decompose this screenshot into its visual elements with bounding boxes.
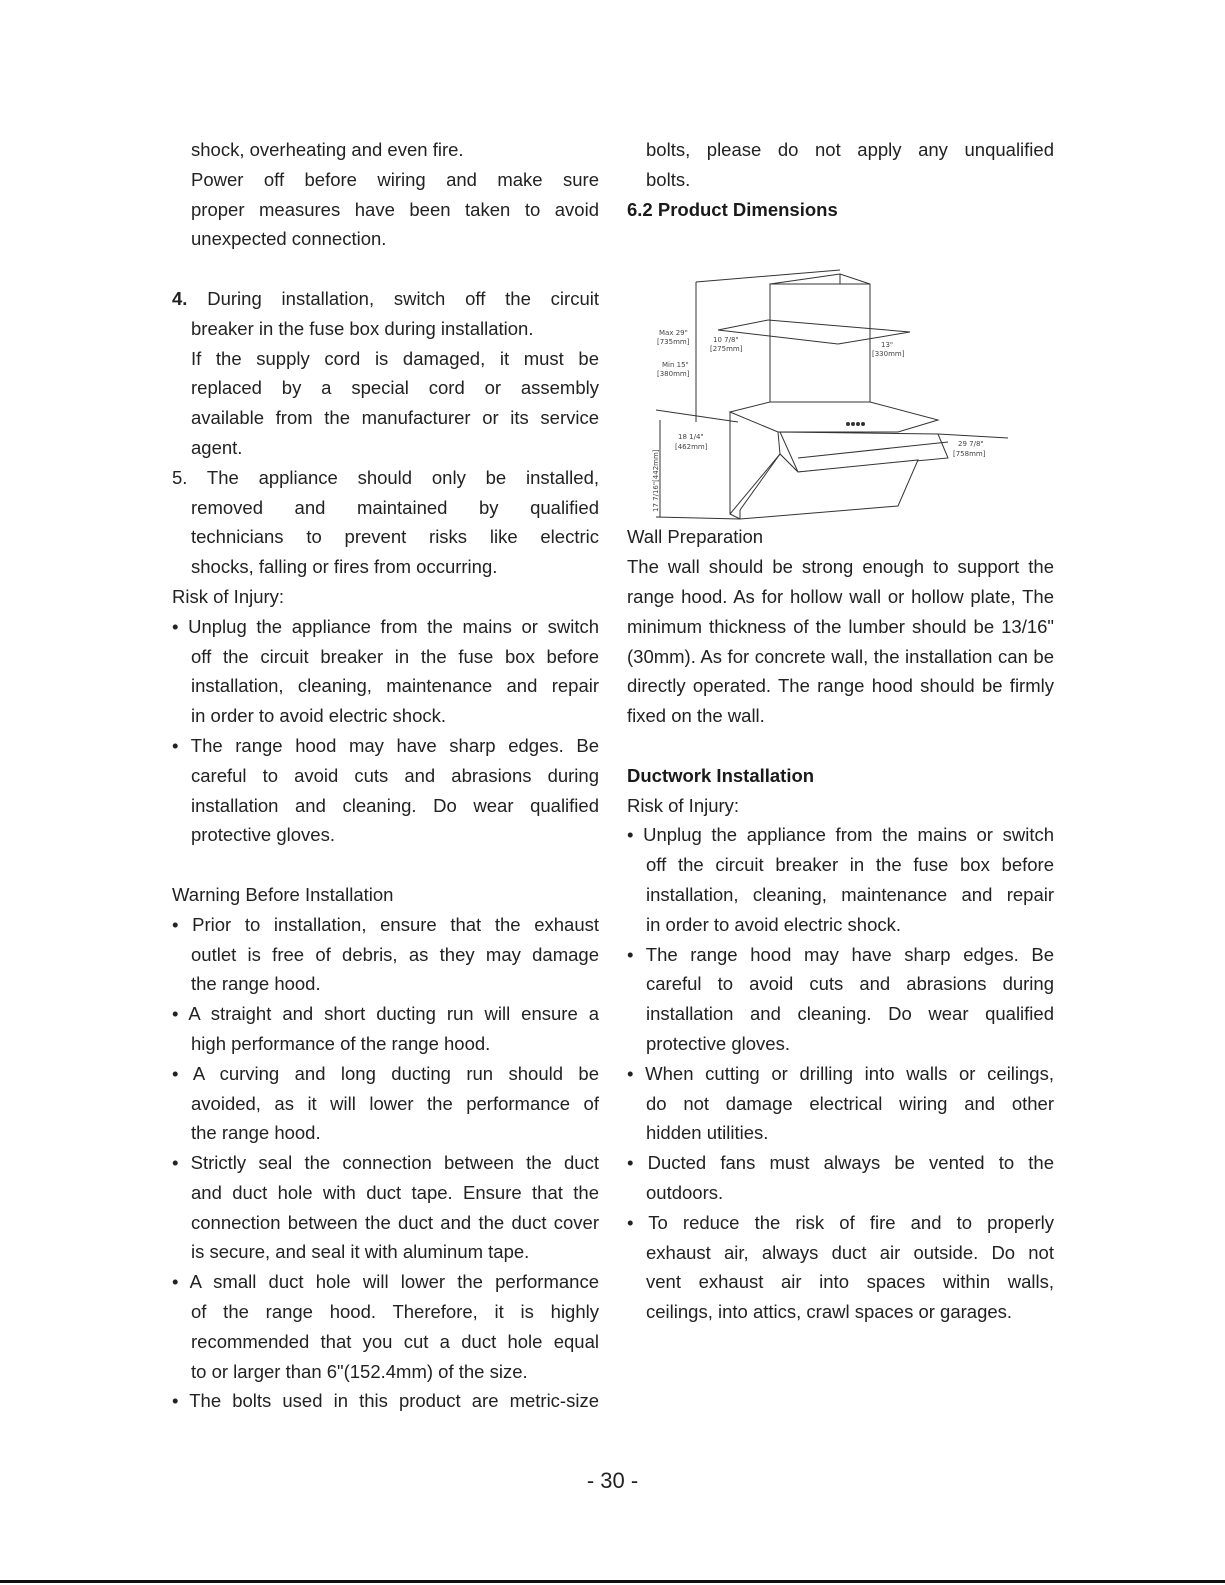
text-content: range hood. As for hollow wall or hollow plate, The — [627, 585, 1054, 607]
text-line — [627, 791, 1054, 821]
text-content: outlet is free of debris, as they may damage — [191, 943, 599, 965]
paragraph-gap — [627, 731, 1054, 761]
text-line — [172, 1208, 599, 1238]
text-line — [627, 1089, 1054, 1119]
text-content: • A straight and short ducting run will ensure a — [172, 1003, 599, 1025]
text-content: do not damage electrical wiring and other — [646, 1092, 1054, 1114]
text-content: Ductwork Installation — [627, 764, 815, 786]
text-line — [172, 284, 599, 314]
paragraph-gap — [172, 850, 599, 880]
min-height-mm-label: [380mm] — [657, 370, 690, 378]
hood-depth-mm-label: [462mm] — [675, 443, 708, 451]
text-content: protective gloves. — [646, 1032, 790, 1054]
text-line — [627, 135, 1054, 165]
text-content: • A curving and long ducting run should be — [172, 1062, 599, 1084]
product-dimensions-diagram — [648, 262, 1028, 537]
text-content: • The bolts used in this product are metric-size — [172, 1390, 599, 1412]
text-content: • To reduce the risk of fire and to properly — [627, 1211, 1054, 1233]
text-content: • Ducted fans must always be vented to the — [627, 1152, 1054, 1174]
text-line — [172, 671, 599, 701]
text-line — [172, 344, 599, 374]
text-content: connection between the duct and the duct cover — [191, 1211, 599, 1233]
text-line — [172, 731, 599, 761]
text-line — [172, 1386, 599, 1416]
text-content: Risk of Injury: — [172, 585, 285, 607]
text-content: agent. — [191, 436, 243, 458]
text-content: hidden utilities. — [646, 1122, 769, 1144]
text-line — [172, 135, 599, 165]
hood-width-label: 29 7/8" — [958, 440, 984, 448]
text-content: bolts. — [646, 168, 691, 190]
text-line — [172, 612, 599, 642]
text-line — [172, 1267, 599, 1297]
text-line — [627, 1029, 1054, 1059]
min-height-label: Min 15" — [662, 361, 689, 369]
text-line — [172, 463, 599, 493]
text-line — [627, 820, 1054, 850]
text-line — [172, 910, 599, 940]
paragraph-gap — [172, 254, 599, 284]
max-height-mm-label: [735mm] — [657, 338, 690, 346]
text-content: ceilings, into attics, crawl spaces or garages. — [646, 1301, 1013, 1323]
text-content: If the supply cord is damaged, it must be — [191, 347, 599, 369]
text-line — [627, 1118, 1054, 1148]
hood-depth-label: 18 1/4" — [678, 433, 704, 441]
text-content: shock, overheating and even fire. — [191, 139, 464, 160]
text-content: Power off before wiring and make sure — [191, 168, 599, 190]
text-content: shocks, falling or fires from occurring. — [191, 556, 498, 578]
text-content: available from the manufacturer or its service — [191, 407, 599, 429]
text-line — [627, 999, 1054, 1029]
text-content: 5. The appliance should only be installed, — [172, 466, 599, 488]
max-height-label: Max 29" — [659, 329, 688, 337]
text-content: replaced by a special cord or assembly — [191, 377, 599, 399]
text-content: and duct hole with duct tape. Ensure that the — [191, 1181, 599, 1203]
text-line — [627, 969, 1054, 999]
text-content: • Prior to installation, ensure that the exhaust — [172, 913, 599, 935]
text-line — [627, 671, 1054, 701]
text-line — [172, 493, 599, 523]
text-content: off the circuit breaker in the fuse box before — [646, 854, 1054, 876]
text-line — [627, 552, 1054, 582]
text-content: breaker in the fuse box during installation. — [191, 317, 534, 339]
text-line — [172, 1327, 599, 1357]
chimney-depth-mm-label: [275mm] — [710, 345, 743, 353]
text-content: high performance of the range hood. — [191, 1032, 491, 1054]
text-line — [627, 1059, 1054, 1089]
text-content: exhaust air, always duct air outside. Do not — [646, 1241, 1054, 1263]
text-line — [172, 969, 599, 999]
text-line — [627, 1148, 1054, 1178]
text-line — [627, 642, 1054, 672]
text-content: • The range hood may have sharp edges. Be — [172, 734, 599, 756]
text-content: vent exhaust air into spaces within walls, — [646, 1271, 1054, 1293]
text-line — [172, 522, 599, 552]
text-content: • The range hood may have sharp edges. Be — [627, 943, 1054, 965]
text-line — [627, 1178, 1054, 1208]
text-line — [172, 940, 599, 970]
text-content: minimum thickness of the lumber should be 13/16" — [627, 615, 1054, 637]
text-content: installation, cleaning, maintenance and repair — [646, 883, 1054, 905]
text-line — [627, 850, 1054, 880]
text-line — [627, 940, 1054, 970]
text-content: outdoors. — [646, 1181, 724, 1203]
text-line — [172, 1148, 599, 1178]
text-content: • A small duct hole will lower the performance — [172, 1271, 599, 1293]
text-line — [172, 1029, 599, 1059]
text-line — [172, 701, 599, 731]
text-content: to or larger than 6"(152.4mm) of the size. — [191, 1360, 528, 1382]
text-content: • When cutting or drilling into walls or ceilings, — [627, 1062, 1054, 1084]
left-column — [172, 135, 599, 1416]
page-number: - 30 - — [586, 1468, 639, 1493]
text-line — [172, 314, 599, 344]
text-content: of the range hood. Therefore, it is highly — [191, 1301, 599, 1323]
text-line — [627, 1208, 1054, 1238]
text-line — [172, 433, 599, 463]
text-content: installation, cleaning, maintenance and repair — [191, 675, 599, 697]
text-content: off the circuit breaker in the fuse box before — [191, 645, 599, 667]
bottom-rule — [0, 1580, 1225, 1583]
text-line — [627, 582, 1054, 612]
text-line — [172, 195, 599, 225]
text-line — [627, 910, 1054, 940]
list-number: 4. — [172, 287, 188, 309]
text-content: During installation, switch off the circuit — [187, 287, 599, 309]
text-content: installation and cleaning. Do wear qualified — [191, 794, 599, 816]
section-heading — [627, 761, 1054, 791]
text-content: • Unplug the appliance from the mains or switch — [627, 824, 1054, 846]
text-line — [172, 224, 599, 254]
text-content: recommended that you cut a duct hole equal — [191, 1330, 599, 1352]
text-line — [627, 165, 1054, 195]
text-content: in order to avoid electric shock. — [646, 913, 902, 935]
text-line — [172, 1237, 599, 1267]
text-content: directly operated. The range hood should be firmly — [627, 675, 1054, 697]
text-line — [172, 1118, 599, 1148]
text-line — [627, 1267, 1054, 1297]
text-line — [172, 820, 599, 850]
text-content: removed and maintained by qualified — [191, 496, 599, 518]
text-content: Wall Preparation — [627, 526, 764, 548]
text-content: careful to avoid cuts and abrasions during — [191, 764, 599, 786]
text-content: the range hood. — [191, 973, 321, 995]
text-line — [627, 1297, 1054, 1327]
text-line — [172, 791, 599, 821]
text-line — [172, 403, 599, 433]
text-line — [627, 1238, 1054, 1268]
text-line — [627, 880, 1054, 910]
text-line — [172, 552, 599, 582]
right-column-top — [627, 135, 1054, 224]
text-line — [627, 612, 1054, 642]
text-content: Risk of Injury: — [627, 794, 740, 816]
text-content: unexpected connection. — [191, 228, 387, 250]
text-line — [172, 880, 599, 910]
right-column-bottom — [627, 522, 1054, 1327]
text-content: the range hood. — [191, 1122, 321, 1144]
chimney-width-label: 13" — [881, 341, 894, 349]
text-content: careful to avoid cuts and abrasions during — [646, 973, 1054, 995]
text-content: technicians to prevent risks like electric — [191, 526, 599, 548]
text-content: Warning Before Installation — [172, 883, 394, 905]
text-line — [172, 165, 599, 195]
section-heading — [627, 195, 1054, 225]
text-content: • Unplug the appliance from the mains or switch — [172, 615, 599, 637]
text-content: in order to avoid electric shock. — [191, 705, 447, 727]
text-line — [172, 1089, 599, 1119]
text-line — [172, 642, 599, 672]
text-content: bolts, please do not apply any unqualified — [646, 139, 1054, 160]
text-content: The wall should be strong enough to support the — [627, 556, 1054, 578]
text-line — [172, 1357, 599, 1387]
text-content: installation and cleaning. Do wear qualified — [646, 1003, 1054, 1025]
text-line — [172, 1178, 599, 1208]
text-content: avoided, as it will lower the performance of — [191, 1092, 599, 1114]
chimney-depth-label: 10 7/8" — [713, 336, 739, 344]
text-line — [172, 1059, 599, 1089]
text-content: fixed on the wall. — [627, 705, 765, 727]
text-content: protective gloves. — [191, 824, 335, 846]
text-line — [627, 701, 1054, 731]
text-line — [172, 999, 599, 1029]
hood-width-mm-label: [758mm] — [953, 450, 986, 458]
text-line — [172, 582, 599, 612]
text-content: 6.2 Product Dimensions — [627, 198, 838, 220]
hood-height-label: 17 7/16"[442mm] — [652, 449, 660, 512]
text-content: (30mm). As for concrete wall, the installation can be — [627, 645, 1054, 667]
text-line — [172, 1297, 599, 1327]
text-content: • Strictly seal the connection between the duct — [172, 1152, 599, 1174]
text-content: is secure, and seal it with aluminum tape. — [191, 1241, 530, 1263]
text-content: proper measures have been taken to avoid — [191, 198, 599, 220]
text-line — [172, 761, 599, 791]
chimney-width-mm-label: [330mm] — [872, 350, 905, 358]
text-line — [172, 373, 599, 403]
